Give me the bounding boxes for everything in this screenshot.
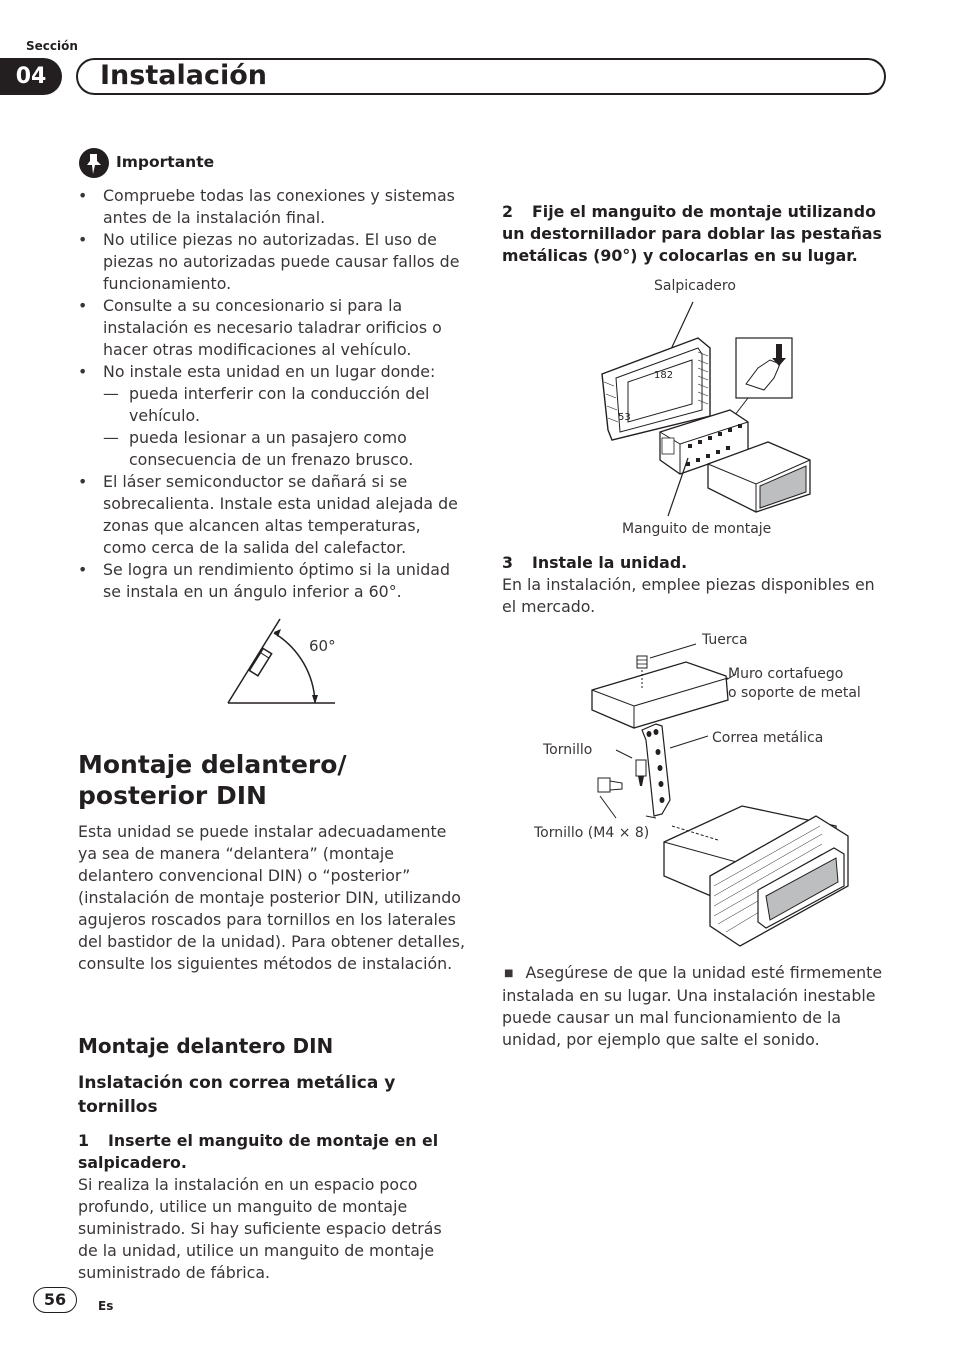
note (502, 962, 886, 1051)
label-screw-m4: Tornillo (M4 × 8) (534, 825, 650, 841)
figure-label-sleeve: Manguito de montaje (622, 521, 772, 537)
step-title-text: Fije el manguito de montaje utilizando un destornillador para doblar las pestañas metálicas (90°) y colocarlas en su lugar. (502, 202, 882, 265)
sub-list-item-text: pueda interferir con la conducción del vehículo. (129, 384, 430, 425)
label-screw: Tornillo (543, 742, 593, 758)
note-bullet-icon: ■ (504, 968, 514, 979)
dimension-height: 53 (618, 412, 631, 423)
list-item-text: Compruebe todas las conexiones y sistemas antes de la instalación final. (103, 186, 455, 227)
subsection-heading: Montaje delantero DIN (78, 1034, 334, 1058)
language-code: Es (98, 1299, 114, 1313)
label-firewall-2: o soporte de metal (728, 685, 861, 701)
step-number: 1 (78, 1131, 89, 1150)
label-firewall: Muro cortafuego (728, 666, 844, 682)
page-number: 56 (33, 1287, 77, 1313)
label-strap: Correa metálica (712, 730, 824, 746)
step-title-text: Instale la unidad. (532, 553, 688, 572)
section-number-badge: 04 (0, 58, 62, 95)
important-label: Importante (116, 153, 215, 171)
step-2-title (502, 201, 886, 267)
step-number: 2 (502, 202, 513, 221)
angle-figure (225, 615, 340, 710)
dimension-width: 182 (654, 370, 674, 381)
list-item (78, 185, 466, 229)
step-3-title (502, 552, 886, 574)
section-label: Sección (26, 39, 78, 53)
step-3-text: En la instalación, emplee piezas disponibles en el mercado. (502, 575, 875, 616)
note-text: Asegúrese de que la unidad esté firmemente instalada en su lugar. Una instalación inestable puede causar un mal funcionamiento de la unidad, por ejemplo que salte el sonido. (502, 963, 883, 1049)
list-item (78, 559, 466, 603)
step-1-title (78, 1130, 466, 1174)
important-list (78, 185, 466, 603)
label-nut: Tuerca (702, 632, 748, 648)
list-item-text: Consulte a su concesionario si para la instalación es necesario taladrar orificios o hacer otras modificaciones al vehículo. (103, 296, 442, 359)
list-item (78, 361, 466, 471)
list-item (78, 295, 466, 361)
subsection-subtitle: Inslatación con correa metálica y tornillos (78, 1073, 396, 1117)
step-1-text: Si realiza la instalación en un espacio poco profundo, utilice un manguito de montaje suministrado. Si hay suficiente espacio detrás de la unidad, utilice un manguito de montaje suministrado de fábrica. (78, 1175, 442, 1282)
figure-label-dashboard: Salpicadero (654, 278, 736, 294)
section-intro: Esta unidad se puede instalar adecuadamente ya sea de manera “delantera” (montaje delantero convencional DIN) o “posterior” (instalación de montaje posterior DIN, utilizando agujeros roscados para tornillos en los laterales del bastidor de la unidad). Para obtener detalles, consulte los siguientes métodos de instalación. (78, 822, 466, 973)
sub-list (103, 383, 466, 471)
list-item-text: No utilice piezas no autorizadas. El uso de piezas no autorizadas puede causar fallos de funcionamiento. (103, 230, 460, 293)
list-item-text: No instale esta unidad en un lugar donde: (103, 362, 436, 381)
section-heading: Montaje delantero/ posterior DIN (78, 750, 347, 810)
list-item (78, 229, 466, 295)
step-title-text: Inserte el manguito de montaje en el salpicadero. (78, 1131, 439, 1172)
angle-label: 60° (309, 637, 336, 655)
list-item (78, 471, 466, 559)
list-item-text: El láser semiconductor se dañará si se sobrecalienta. Instale esta unidad alejada de zonas que alcancen altas temperaturas, como cerca de la salida del calefactor. (103, 472, 458, 557)
important-icon (78, 147, 110, 179)
mounting-sleeve-figure (598, 298, 820, 520)
list-item-text: Se logra un rendimiento óptimo si la unidad se instala en un ángulo inferior a 60°. (103, 560, 450, 601)
step-number: 3 (502, 553, 513, 572)
sub-list-item (103, 427, 466, 471)
sub-list-item (103, 383, 466, 427)
sub-list-item-text: pueda lesionar a un pasajero como consecuencia de un frenazo brusco. (129, 428, 414, 469)
section-title: Instalación (100, 60, 267, 91)
